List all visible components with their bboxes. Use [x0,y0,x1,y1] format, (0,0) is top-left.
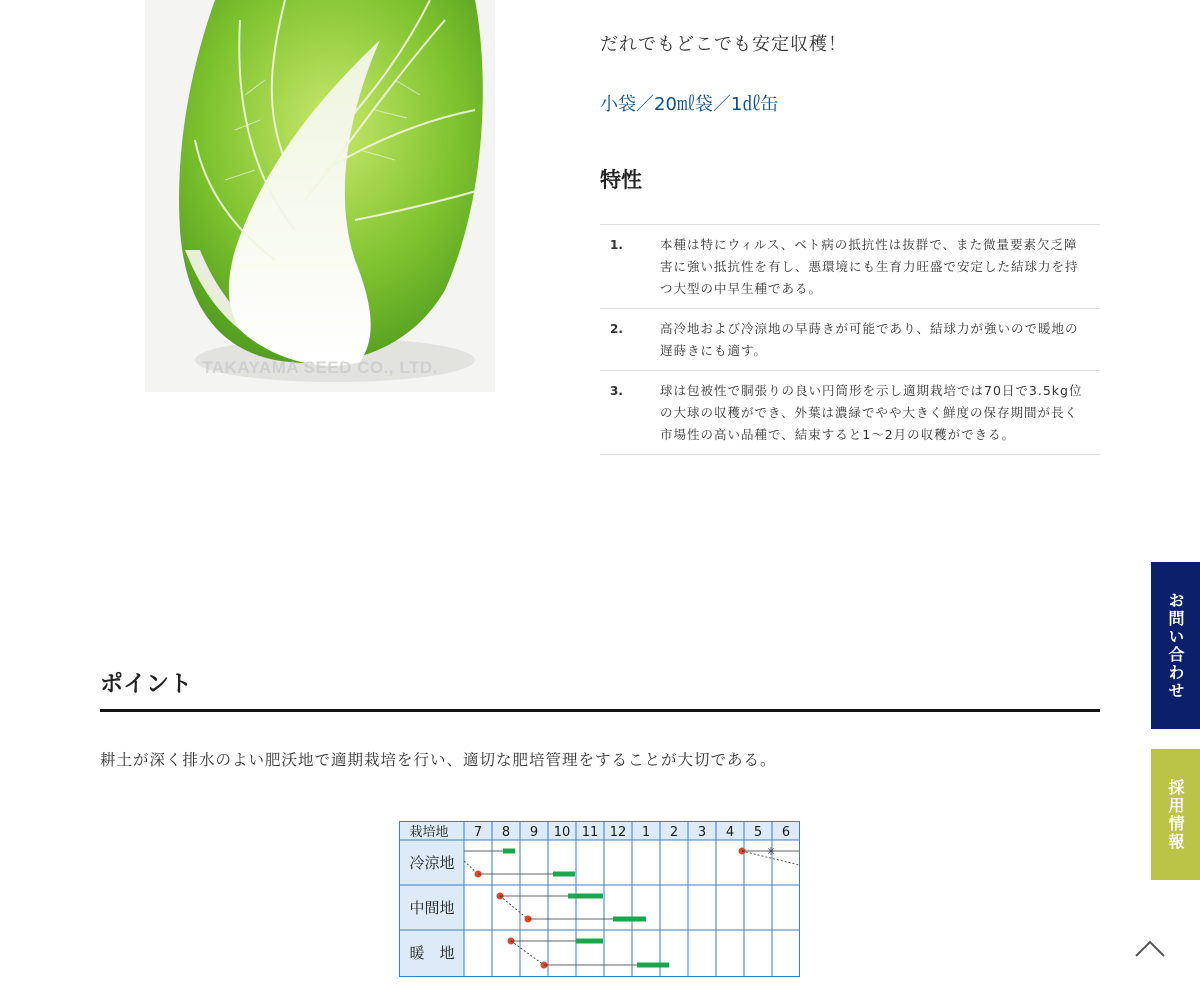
point-divider [100,709,1100,712]
region-label: 冷涼地 [409,854,455,872]
cross-marker: ✳ [766,845,776,858]
feature-text: 本種は特にウィルス、ベト病の抵抗性は抜群で、また微量要素欠乏障害に強い抵抗性を有し、悪環境にも生育力旺盛で安定した結球力を持つ大型の中早生種である。 [660,237,1079,296]
features-list [600,224,1100,455]
transplant-line [500,896,528,919]
month-label: 7 [473,825,483,840]
harvest-period-bar [637,963,669,968]
feature-text: 球は包被性で胴張りの良い円筒形を示し適期栽培では70日で3.5kg位の大球の収穫ができ、外葉は濃緑でやや大きく鮮度の保存期間が長く市場性の高い品種で、結束すると1〜2月の収穫ができる。 [660,383,1083,442]
package-sizes: 小袋／20㎖袋／1㎗缶 [600,94,779,115]
month-label: 4 [725,825,735,840]
month-label: 5 [753,825,763,840]
feature-number: 2. [610,322,623,336]
chevron-up-icon [1128,930,1172,966]
month-label: 12 [609,825,627,840]
feature-number: 1. [610,238,623,252]
harvest-period-bar [568,894,603,899]
feature-item [600,371,1100,455]
product-catchphrase: だれでもどこでも安定収穫！ [600,34,847,55]
region-label: 暖 地 [409,944,455,962]
header-row-bg [400,822,799,840]
month-label: 10 [553,825,571,840]
image-watermark: TAKAYAMA SEED CO., LTD. [202,358,438,377]
product-image [145,0,495,392]
feature-item [600,309,1100,371]
month-label: 1 [641,825,651,840]
month-label: 11 [581,825,599,840]
point-text: 耕土が深く排水のよい肥沃地で適期栽培を行い、適切な肥培管理をすることが大切である。 [100,751,777,769]
features-heading: 特性 [600,168,642,192]
harvest-period-bar [553,872,575,877]
chinese-cabbage-illustration [145,0,495,392]
harvest-period-bar [576,939,603,944]
month-label: 6 [781,825,791,840]
month-label: 9 [529,825,539,840]
feature-text: 高冷地および冷涼地の早蒔きが可能であり、結球力が強いので暖地の遅蒔きにも適す。 [660,321,1079,358]
transplant-line [511,941,544,965]
harvest-period-bar [613,917,646,922]
harvest-period-bar [503,849,515,854]
month-label: 2 [669,825,679,840]
recruit-button[interactable]: 採用情報 [1151,749,1200,880]
feature-number: 3. [610,384,623,398]
contact-button[interactable]: お問い合わせ [1151,562,1200,729]
scroll-to-top-button[interactable] [1128,930,1172,966]
cultivation-schedule-chart [399,821,800,977]
feature-item [600,225,1100,309]
month-label: 8 [501,825,511,840]
region-label: 中間地 [409,899,455,917]
header-label: 栽培地 [409,825,449,840]
point-heading: ポイント [100,671,192,697]
month-label: 3 [697,825,707,840]
cultivation-schedule [399,821,800,981]
